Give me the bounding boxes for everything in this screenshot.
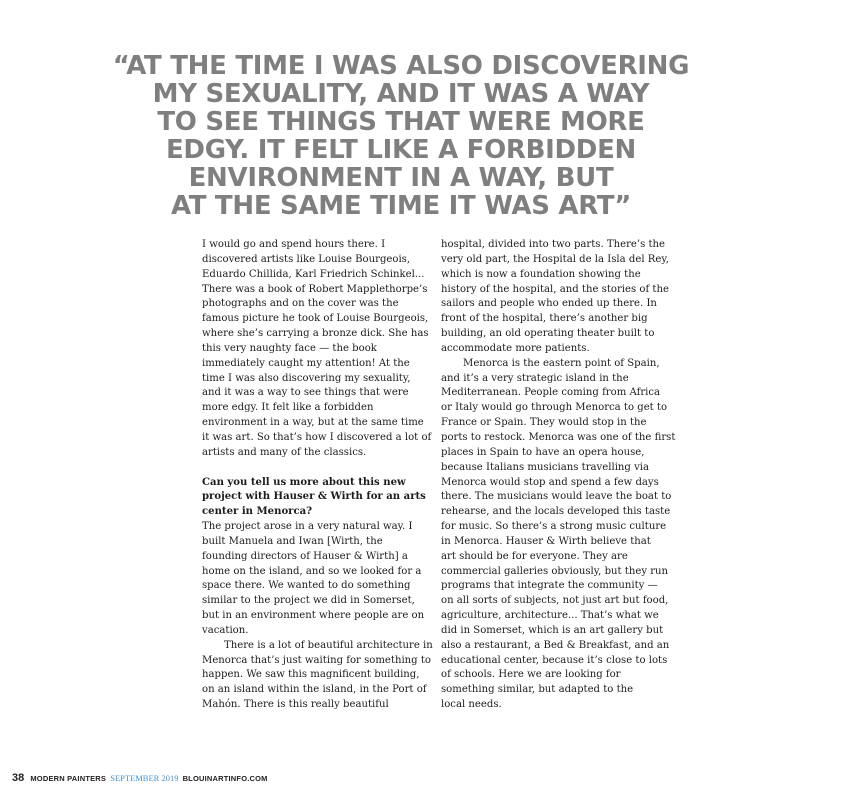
text-line: building, an old operating theater built to: [441, 328, 655, 340]
text-line: home on the island, and so we looked for a: [202, 565, 422, 577]
text-line: for music. So there’s a strong music culture: [441, 521, 667, 533]
text-line: photographs and on the cover was the: [202, 298, 399, 310]
text-line: artists and many of the classics.: [202, 446, 367, 458]
text-line: time I was also discovering my sexuality,: [202, 372, 411, 384]
text-line: Mahón. There is this really beautiful: [202, 699, 389, 711]
text-line: because Italians musicians travelling via: [441, 461, 650, 473]
text-line: commercial galleries obviously, but they run: [441, 565, 669, 577]
paragraph-gap: [202, 461, 438, 476]
text-line: rehearse, and the locals developed this taste: [441, 506, 671, 518]
text-line: immediately caught my attention! At the: [202, 357, 410, 369]
page-number: 38: [12, 772, 25, 784]
text-line: Eduardo Chillida, Karl Friedrich Schinkel...: [202, 268, 425, 280]
text-line: I would go and spend hours there. I: [202, 239, 386, 250]
text-line: and it’s a very strategic island in the: [441, 372, 629, 384]
text-line: ports to restock. Menorca was one of the first: [441, 431, 676, 443]
pull-quote-line: EDGY. IT FELT LIKE A FORBIDDEN: [165, 135, 637, 165]
paragraph: [441, 238, 677, 357]
text-line: sailors and people who ended up there. In: [441, 298, 657, 310]
text-line: very old part, the Hospital de la Isla del Rey,: [441, 253, 669, 265]
text-line: Menorca would stop and spend a few days: [441, 476, 659, 488]
question-line: Can you tell us more about this new: [202, 476, 406, 488]
text-line: this very naughty face — the book: [202, 342, 377, 354]
pull-quote-line: ENVIRONMENT IN A WAY, BUT: [188, 163, 614, 193]
pull-quote: [0, 52, 802, 220]
text-line: front of the hospital, there’s another big: [441, 313, 648, 325]
text-line: hospital, divided into two parts. There’s the: [441, 239, 666, 250]
pull-quote-line: MY SEXUALITY, AND IT WAS A WAY: [152, 79, 650, 109]
question-line: center in Menorca?: [202, 506, 313, 518]
question-line: project with Hauser & Wirth for an arts: [202, 491, 426, 503]
text-line: The project arose in a very natural way. I: [202, 521, 413, 533]
interview-question: [202, 476, 438, 521]
text-line: France or Spain. They would stop in the: [441, 417, 647, 429]
text-line: or Italy would go through Menorca to get to: [441, 402, 668, 414]
article-column-right: [441, 238, 677, 713]
text-line: founding directors of Hauser & Wirth] a: [202, 550, 408, 562]
text-line: space there. We wanted to do something: [202, 580, 411, 592]
text-line: where she’s carrying a bronze dick. She has: [202, 328, 429, 340]
text-line: accommodate more patients.: [441, 342, 590, 354]
paragraph: [202, 639, 438, 713]
text-line: There was a book of Robert Mapplethorpe’s: [202, 283, 428, 295]
paragraph: [202, 520, 438, 639]
text-line: vacation.: [202, 624, 249, 636]
text-line: of schools. Here we are looking for: [441, 669, 621, 681]
text-line: places in Spain to have an opera house,: [441, 446, 645, 458]
text-line: programs that integrate the community —: [441, 580, 658, 592]
text-line: on all sorts of subjects, not just art but food,: [441, 595, 669, 607]
pull-quote-line: TO SEE THINGS THAT WERE MORE: [157, 107, 645, 137]
text-line: on an island within the island, in the Port of: [202, 684, 427, 696]
text-line: it was art. So that’s how I discovered a lot of: [202, 431, 432, 443]
text-line: did in Somerset, which is an art gallery but: [441, 624, 664, 636]
text-line: in Menorca. Hauser & Wirth believe that: [441, 535, 651, 547]
pull-quote-line: “AT THE TIME I WAS ALSO DISCOVERING: [112, 51, 690, 81]
text-line: agriculture, architecture... That’s what we: [441, 610, 659, 622]
text-line: educational center, because it’s close to lots: [441, 654, 668, 666]
website-link[interactable]: BLOUINARTINFO.COM: [182, 774, 268, 783]
text-line: but in an environment where people are on: [202, 610, 425, 622]
paragraph: [202, 238, 438, 461]
pull-quote-line: AT THE SAME TIME IT WAS ART”: [170, 191, 632, 221]
text-line: Menorca is the eastern point of Spain,: [463, 357, 660, 369]
text-line: and it was a way to see things that were: [202, 387, 409, 399]
text-line: history of the hospital, and the stories of the: [441, 283, 669, 295]
text-line: there. The musicians would leave the boat to: [441, 491, 672, 503]
text-line: which is now a foundation showing the: [441, 268, 641, 280]
text-line: Menorca that’s just waiting for something to: [202, 654, 431, 666]
text-line: built Manuela and Iwan [Wirth, the: [202, 535, 383, 547]
text-line: more edgy. It felt like a forbidden: [202, 402, 374, 414]
paragraph: [441, 357, 677, 713]
issue-date: SEPTEMBER 2019: [110, 773, 179, 783]
text-line: happen. We saw this magnificent building,: [202, 669, 420, 681]
page-footer: [12, 773, 268, 784]
text-line: local needs.: [441, 699, 502, 711]
text-line: similar to the project we did in Somerset,: [202, 595, 415, 607]
text-line: art should be for everyone. They are: [441, 550, 628, 562]
text-line: environment in a way, but at the same time: [202, 417, 424, 429]
article-column-left: [202, 238, 438, 713]
text-line: something similar, but adapted to the: [441, 684, 634, 696]
text-line: also a restaurant, a Bed & Breakfast, and an: [441, 639, 670, 651]
text-line: Mediterranean. People coming from Africa: [441, 387, 661, 399]
text-line: discovered artists like Louise Bourgeois,: [202, 253, 411, 265]
text-line: There is a lot of beautiful architecture in: [224, 639, 433, 651]
publication-name: MODERN PAINTERS: [30, 774, 107, 783]
text-line: famous picture he took of Louise Bourgeois,: [202, 313, 429, 325]
